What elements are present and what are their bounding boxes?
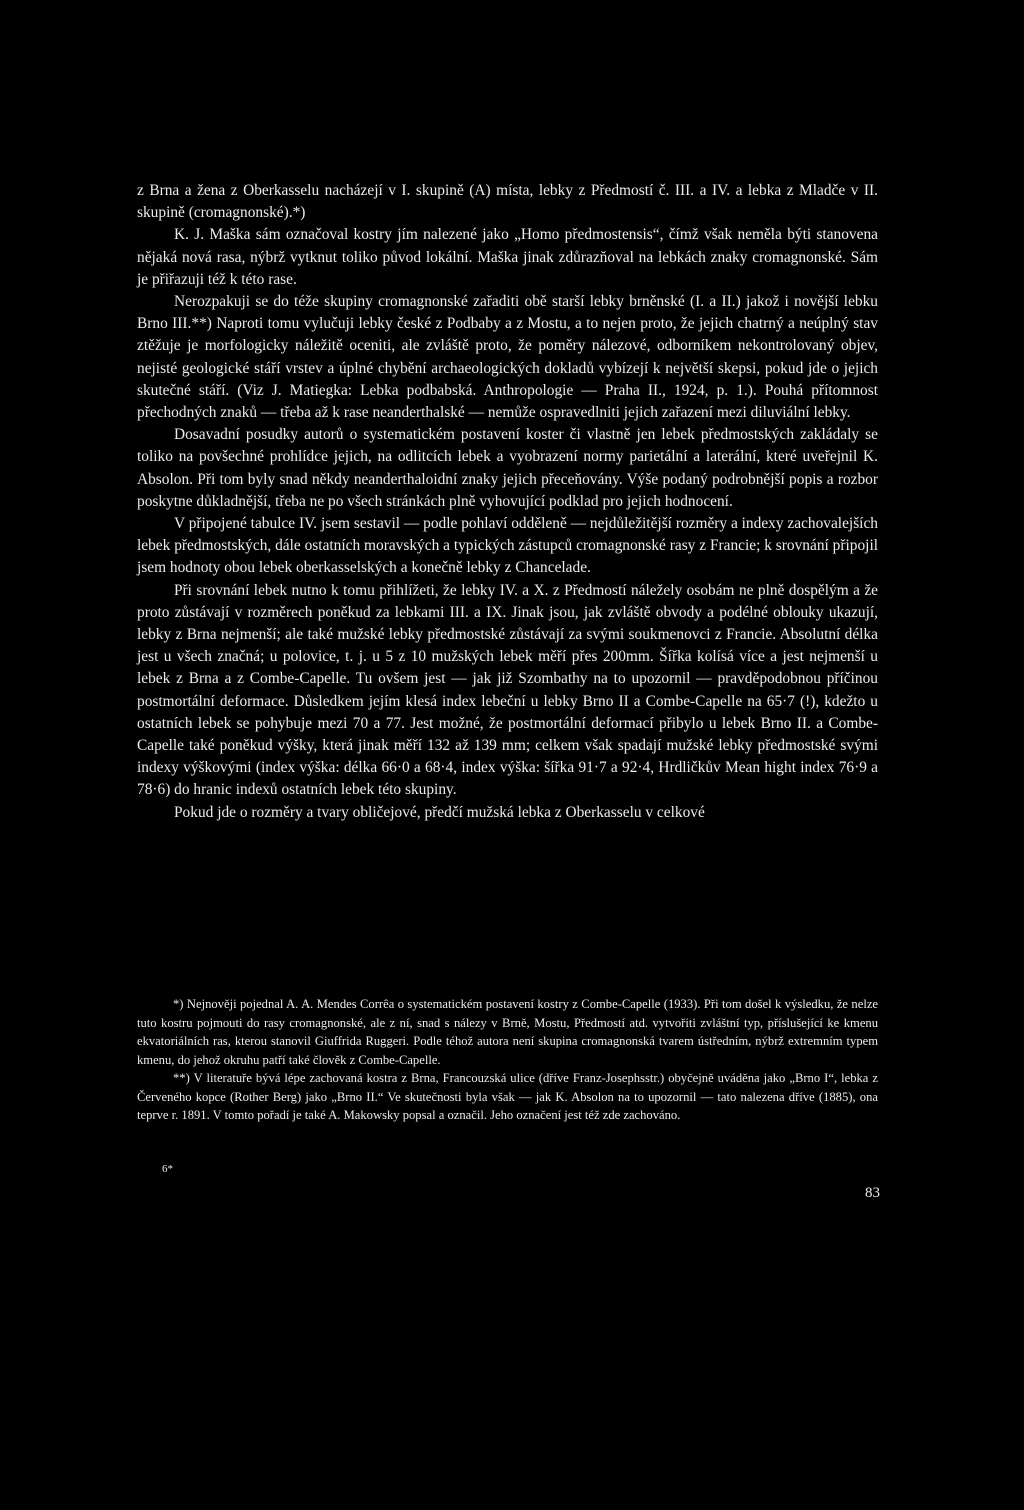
page-number: 83 — [865, 1185, 880, 1201]
footnote-1: *) Nejnověji pojednal A. A. Mendes Corrêa o systematickém postavení kostry z Combe-Capelle (1933). Při tom došel k výsledku, že nelze tuto kostru pojmouti do rasy cromagnonské, ale z ní, snad s nálezy v Brně, Mostu, Předmostí atd. vytvořiti zvláštní typ, příslušející ke kmenu ekvatoriálních ras, kterou stanovil Giuffrida Ruggeri. Podle téhož autora není skupina cromagnonská tvarem ústředním, nýbrž extremním typem kmenu, do jehož okruhu patří také člověk z Combe-Capelle. — [137, 997, 878, 1067]
body-text — [137, 180, 878, 824]
paragraph-2: K. J. Maška sám označoval kostry jím nalezené jako „Homo předmostensis“, čímž však neměla býti stanovena nějaká nová rasa, nýbrž vytknut toliko původ lokální. Maška jinak zdůrazňoval na lebkách znaky cromagnonské. Sám je přiřazuji též k této rase. — [137, 226, 878, 288]
footnotes — [137, 995, 878, 1125]
paragraph-7: Pokud jde o rozměry a tvary obličejové, předčí mužská lebka z Oberkasselu v celkové — [174, 803, 705, 821]
paragraph-5: V připojené tabulce IV. jsem sestavil — podle pohlaví odděleně — nejdůležitější rozměry a indexy zachovalejších lebek předmostských, dále ostatních moravských a typických zástupců cromagnonské rasy z Francie; k srovnání připojil jsem hodnoty obou lebek oberkasselských a konečně lebky z Chancelade. — [137, 515, 878, 577]
paragraph-3: Nerozpakuji se do téže skupiny cromagnonské zařaditi obě starší lebky brněnské (I. a II.) jakož i novější lebku Brno III.**) Naproti tomu vylučuji lebky české z Podbaby a z Mostu, a to nejen proto, že jejich chatrný a neúplný stav ztěžuje je morfologicky náležitě oceniti, ale zvláště proto, že poměry nálezové, odborníkem nekontrolovaný objev, nejisté geologické stáří vrstev a úplné chybění archaeologických dokladů vybízejí k největší skepsi, pokud jde o jejich skutečné stáří. (Viz J. Matiegka: Lebka podbabská. Anthropologie — Praha II., 1924, p. 1.). Pouhá přítomnost přechodných znaků — třeba až k rase neanderthalské — nemůže ospravedlniti jejich zařazení mezi diluviální lebky. — [137, 293, 878, 422]
paragraph-1: z Brna a žena z Oberkasselu nacházejí v I. skupině (A) místa, lebky z Předmostí č. III. a IV. a lebka z Mladče v II. skupině (cromagnonské).*) — [137, 182, 878, 222]
paragraph-6: Při srovnání lebek nutno k tomu přihlížeti, že lebky IV. a X. z Předmostí náležely osobám ne plně dospělým a že proto zůstávají v rozměrech poněkud za lebkami III. a IX. Jinak jsou, jak zvláště obvody a podélné oblouky ukazují, lebky z Brna nejmenší; ale také mužské lebky předmostské zůstávají za svými soukmenovci z Francie. Absolutní délka jest u všech značná; u polovice, t. j. u 5 z 10 mužských lebek měří přes 200mm. Šířka kolísá více a jest nejmenší u lebek z Brna a z Combe-Capelle. Tu ovšem jest — jak již Szombathy na to upozornil — pravděpodobnou příčinou postmortální deformace. Důsledkem jejím klesá index lebeční u lebky Brno II a Combe-Capelle na 65·7 (!), kdežto u ostatních lebek se pohybuje mezi 70 a 77. Jest možné, že postmortální deformací přibylo u lebek Brno II. a Combe-Capelle také poněkud výšky, která jinak měří 132 až 139 mm; celkem však spadají mužské lebky předmostské svými indexy výškovými (index výška: délka 66·0 a 68·4, index výška: šířka 91·7 a 92·4, Hrdličkův Mean hight index 76·9 a 78·6) do hranic indexů ostatních lebek této skupiny. — [137, 581, 878, 799]
paragraph-4: Dosavadní posudky autorů o systematickém postavení koster či vlastně jen lebek předmostských zakládaly se toliko na povšechné prohlídce jejich, na odlitcích lebek a vyobrazení normy parietální a laterální, které uveřejnil K. Absolon. Při tom byly snad někdy neanderthaloidní znaky jejich přeceňovány. Výše podaný podrobnější popis a rozbor poskytne důkladnější, třeba ne po všech stránkách plně vyhovující podklad pro jejich hodnocení. — [137, 426, 878, 510]
footnote-2: **) V literatuře bývá lépe zachovaná kostra z Brna, Francouzská ulice (dříve Franz-Josephsstr.) obyčejně uváděna jako „Brno I“, lebka z Červeného kopce (Rother Berg) jako „Brno II.“ Ve skutečnosti byla však — jak K. Absolon na to upozornil — tato nalezena dříve (1885), ona teprve r. 1891. V tomto pořadí je také A. Makowsky popsal a označil. Jeho označení jest též zde zachováno. — [137, 1071, 878, 1122]
sheet-signature: 6* — [162, 1163, 173, 1175]
